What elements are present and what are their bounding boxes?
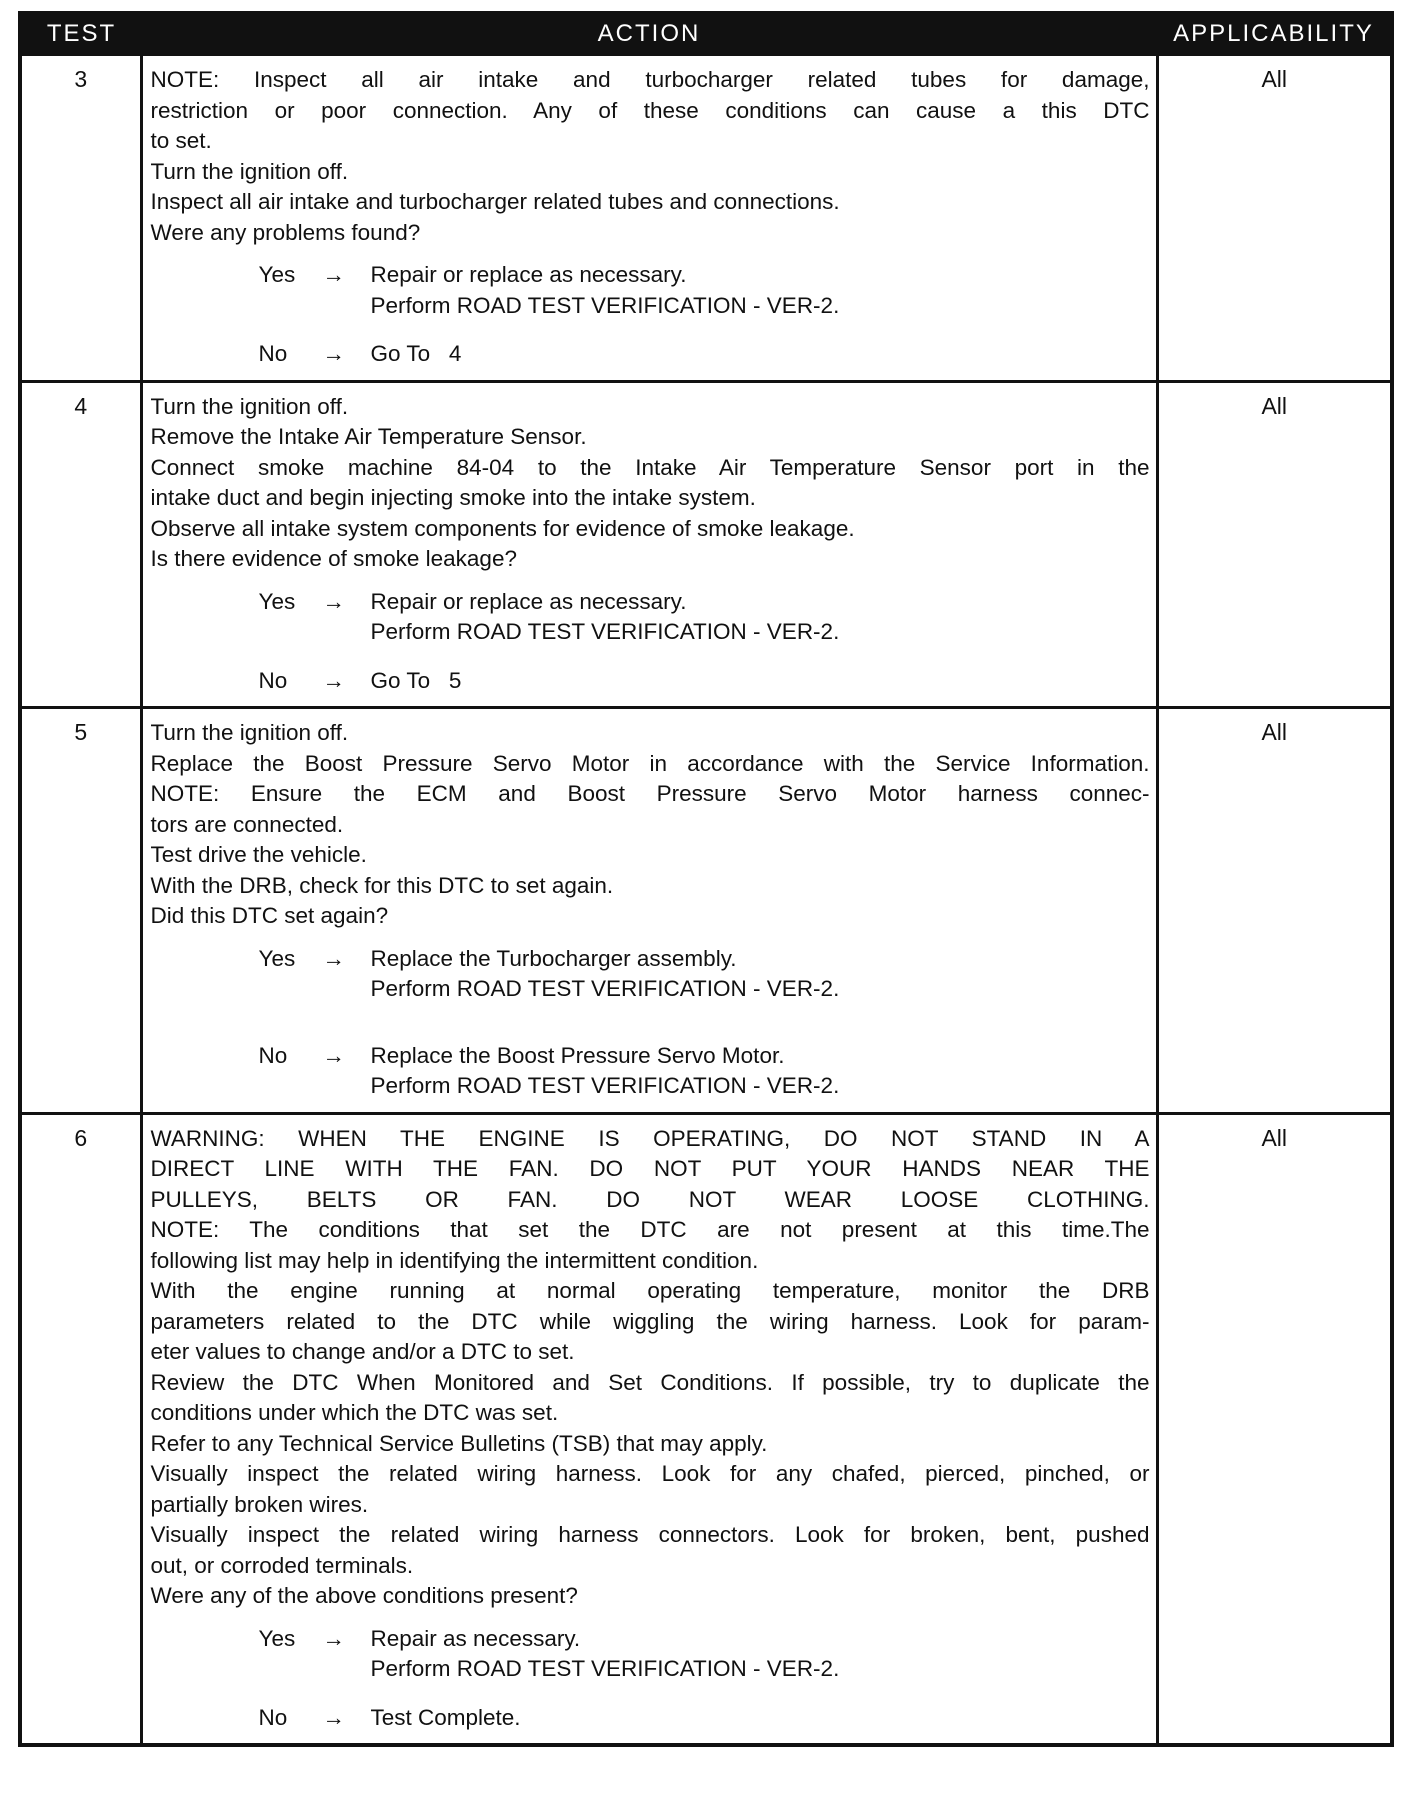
action-line: Test drive the vehicle. — [150, 842, 367, 867]
arrow-right-icon: → — [322, 588, 345, 614]
answer-block — [151, 1624, 1150, 1734]
action-line: Were any problems found? — [150, 219, 421, 245]
action-line: conditions under which the DTC was set. — [150, 1400, 559, 1425]
answer-label: Yes — [258, 945, 296, 971]
answer-label: No — [258, 1704, 288, 1730]
answer-result — [371, 260, 1150, 321]
table-row — [20, 55, 1392, 382]
action-line: to set. — [150, 128, 212, 153]
action-line: tors are connected. — [150, 811, 344, 837]
answer-yes — [151, 1624, 1150, 1685]
header-applicability: APPLICABILITY — [1157, 13, 1392, 55]
action-line: Refer to any Technical Service Bulletins (TSB) that may apply. — [150, 1430, 768, 1456]
answer-block — [151, 587, 1150, 697]
result-line: Repair or replace as necessary. — [370, 588, 687, 614]
result-line: Repair as necessary. — [370, 1625, 581, 1651]
test-action — [141, 708, 1157, 1114]
answer-no — [151, 666, 1150, 697]
result-line: Go To 4 — [370, 341, 462, 366]
answer-yes — [151, 587, 1150, 648]
test-number: 3 — [20, 55, 141, 382]
answer-no — [151, 1041, 1150, 1102]
action-line: Is there evidence of smoke leakage? — [150, 546, 517, 571]
table-row — [20, 1113, 1392, 1745]
answer-result — [371, 587, 1150, 648]
test-action — [141, 381, 1157, 708]
action-line: With the engine running at normal operating temperature, monitor the DRB — [150, 1278, 1150, 1303]
action-line: NOTE: Ensure the ECM and Boost Pressure Servo Motor harness connec- — [150, 781, 1150, 806]
answer-result — [371, 666, 1150, 697]
action-line: Did this DTC set again? — [150, 903, 389, 928]
action-line: partially broken wires. — [150, 1491, 369, 1517]
arrow-right-icon: → — [322, 667, 345, 693]
answer-label: No — [258, 1042, 288, 1068]
result-line: Perform ROAD TEST VERIFICATION - VER-2. — [370, 976, 840, 1001]
test-number: 5 — [20, 708, 141, 1114]
arrow-right-icon: → — [322, 1625, 345, 1651]
test-action — [141, 55, 1157, 382]
answer-block — [151, 260, 1150, 370]
result-line: Repair or replace as necessary. — [370, 262, 687, 287]
table-row — [20, 381, 1392, 708]
answer-label: No — [258, 341, 288, 366]
action-line: parameters related to the DTC while wiggling the wiring harness. Look for param- — [150, 1308, 1150, 1334]
result-line: Test Complete. — [370, 1704, 521, 1730]
result-line: Perform ROAD TEST VERIFICATION - VER-2. — [370, 619, 840, 644]
diagnostic-test-table — [18, 11, 1394, 1747]
answer-result — [371, 1041, 1150, 1102]
answer-yes — [151, 944, 1150, 1005]
arrow-right-icon: → — [322, 945, 345, 971]
action-line: NOTE: The conditions that set the DTC are not present at this time.The — [150, 1217, 1150, 1242]
action-line: Replace the Boost Pressure Servo Motor in accordance with the Service Information. — [150, 750, 1150, 776]
result-line: Perform ROAD TEST VERIFICATION - VER-2. — [370, 292, 840, 318]
answer-no — [151, 339, 1150, 370]
test-applicability: All — [1157, 708, 1392, 1114]
answer-label: Yes — [258, 588, 296, 614]
arrow-right-icon: → — [322, 1042, 345, 1068]
arrow-right-icon: → — [322, 262, 345, 287]
action-line: Connect smoke machine 84-04 to the Intake Air Temperature Sensor port in the — [150, 454, 1150, 480]
header-action: ACTION — [141, 13, 1157, 55]
action-line: NOTE: Inspect all air intake and turbocharger related tubes for damage, — [150, 67, 1150, 92]
table-header-row — [20, 13, 1392, 55]
action-line: Remove the Intake Air Temperature Sensor. — [150, 424, 587, 449]
answer-block — [151, 944, 1150, 1102]
result-line: Replace the Boost Pressure Servo Motor. — [370, 1042, 785, 1068]
test-applicability: All — [1157, 1113, 1392, 1745]
answer-result — [371, 339, 1150, 370]
answer-label: Yes — [258, 1625, 296, 1651]
answer-result — [371, 944, 1150, 1005]
test-action — [141, 1113, 1157, 1745]
action-line: Visually inspect the related wiring harness connectors. Look for broken, bent, pushed — [150, 1522, 1150, 1547]
action-line: Visually inspect the related wiring harness. Look for any chafed, pierced, pinched, or — [150, 1461, 1150, 1486]
arrow-right-icon: → — [322, 341, 345, 366]
result-line: Replace the Turbocharger assembly. — [370, 945, 737, 971]
action-line: Were any of the above conditions present? — [150, 1583, 578, 1608]
arrow-right-icon: → — [322, 1704, 345, 1730]
test-number: 6 — [20, 1113, 141, 1745]
table-body — [20, 55, 1392, 1746]
answer-no — [151, 1703, 1150, 1734]
action-line: intake duct and begin injecting smoke into the intake system. — [150, 485, 756, 510]
action-line: WARNING: WHEN THE ENGINE IS OPERATING, DO NOT STAND IN A — [150, 1125, 1150, 1151]
action-line: PULLEYS, BELTS OR FAN. DO NOT WEAR LOOSE CLOTHING. — [150, 1186, 1150, 1212]
action-line: Inspect all air intake and turbocharger related tubes and connections. — [150, 189, 840, 214]
action-line: Turn the ignition off. — [150, 720, 349, 745]
action-line: eter values to change and/or a DTC to set. — [150, 1339, 575, 1364]
action-line: following list may help in identifying the intermittent condition. — [150, 1247, 759, 1273]
answer-label: No — [258, 667, 288, 693]
table-row — [20, 708, 1392, 1114]
action-line: With the DRB, check for this DTC to set again. — [150, 872, 614, 898]
action-line: Observe all intake system components for evidence of smoke leakage. — [150, 515, 855, 541]
result-line: Go To 5 — [370, 667, 462, 693]
test-applicability: All — [1157, 381, 1392, 708]
test-number: 4 — [20, 381, 141, 708]
header-test: TEST — [20, 13, 141, 55]
answer-label: Yes — [258, 262, 296, 287]
diagnostic-test-sheet — [18, 11, 1390, 1747]
action-line: Review the DTC When Monitored and Set Conditions. If possible, try to duplicate the — [150, 1369, 1150, 1395]
answer-yes — [151, 260, 1150, 321]
action-line: Turn the ignition off. — [150, 158, 349, 184]
action-line: DIRECT LINE WITH THE FAN. DO NOT PUT YOUR HANDS NEAR THE — [150, 1156, 1150, 1181]
result-line: Perform ROAD TEST VERIFICATION - VER-2. — [370, 1073, 840, 1098]
test-applicability: All — [1157, 55, 1392, 382]
answer-result — [371, 1624, 1150, 1685]
result-line: Perform ROAD TEST VERIFICATION - VER-2. — [370, 1656, 840, 1681]
answer-result — [371, 1703, 1150, 1734]
action-line: restriction or poor connection. Any of these conditions can cause a this DTC — [150, 97, 1150, 123]
action-line: out, or corroded terminals. — [150, 1552, 414, 1578]
action-line: Turn the ignition off. — [150, 393, 349, 419]
